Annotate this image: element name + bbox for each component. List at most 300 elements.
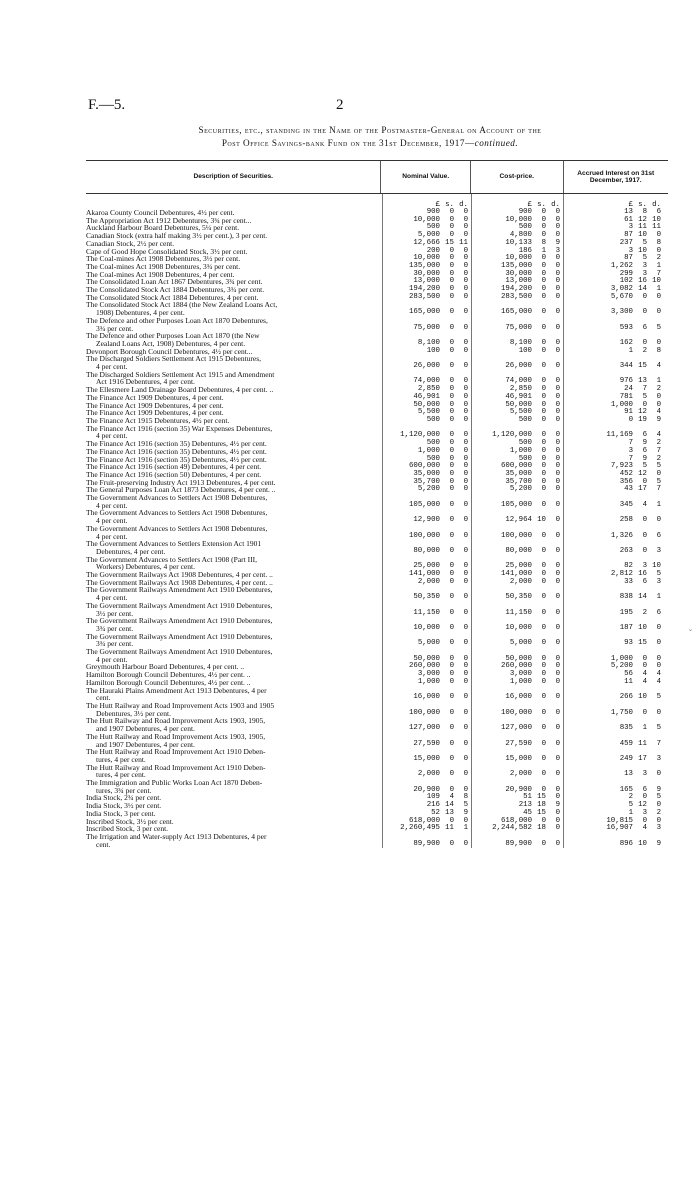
shillings: 0 <box>449 639 454 648</box>
pounds: 5,200 <box>610 662 633 671</box>
shillings: 7 <box>642 385 647 394</box>
security-description <box>86 717 382 732</box>
pounds: 3,082 <box>610 285 633 294</box>
security-name: The Government Railways Amendment Act 1910 Debentures, <box>86 647 273 657</box>
pence: 0 <box>463 323 468 332</box>
cost-price <box>471 633 563 648</box>
security-name: The Government Railways Amendment Act 1910 Debentures, <box>86 631 273 641</box>
security-name-continued: 1908) Debentures, 4 per cent. <box>96 308 185 318</box>
pence: 0 <box>656 516 661 525</box>
shillings: 9 <box>642 454 647 463</box>
security-name-continued: 4 per cent. <box>96 431 128 441</box>
pounds: 838 <box>619 593 633 602</box>
pounds: 7 <box>628 439 633 448</box>
accrued-interest <box>563 386 668 394</box>
shillings: 0 <box>642 662 647 671</box>
shillings: 0 <box>449 462 454 471</box>
pounds: 74,000 <box>413 377 440 386</box>
accrued-interest <box>563 248 668 256</box>
pence: 0 <box>463 570 468 579</box>
pence: 1 <box>656 593 661 602</box>
nominal-value <box>382 779 471 794</box>
table-row <box>86 317 668 332</box>
security-name: Devonport Borough Council Debentures, 4½ per cent... <box>86 346 253 356</box>
shillings: 0 <box>449 608 454 617</box>
security-name: The Finance Act 1916 (section 35) Debentures, 4½ per cent. <box>86 454 267 464</box>
pounds: 593 <box>619 323 633 332</box>
shillings: 11 <box>445 824 454 833</box>
pence: 8 <box>656 238 661 247</box>
pence: 0 <box>463 446 468 455</box>
pence: 0 <box>463 269 468 278</box>
pounds: 12,900 <box>413 516 440 525</box>
shillings: 0 <box>541 677 546 686</box>
cost-price <box>471 764 563 779</box>
shillings: 0 <box>449 338 454 347</box>
shillings: 0 <box>449 662 454 671</box>
pence: 6 <box>656 531 661 540</box>
security-name-continued: tures, 4 per cent. <box>96 770 146 780</box>
pounds: 299 <box>619 269 633 278</box>
table-row <box>86 764 668 779</box>
unit-shillings: s. <box>537 201 546 209</box>
pence: 0 <box>555 323 560 332</box>
shillings: 3 <box>642 770 647 779</box>
accrued-interest <box>563 717 668 732</box>
nominal-value <box>382 733 471 748</box>
cost-price <box>471 355 563 370</box>
pence: 0 <box>555 338 560 347</box>
shillings: 4 <box>642 677 647 686</box>
pounds: 2,000 <box>509 577 532 586</box>
security-name: The Finance Act 1909 Debentures, 4 per cent. <box>86 392 224 402</box>
pence: 0 <box>555 824 560 833</box>
pounds: 5,000 <box>509 639 532 648</box>
pounds: 500 <box>426 415 440 424</box>
cost-price <box>471 579 563 587</box>
shillings: 2 <box>642 346 647 355</box>
pence: 0 <box>555 670 560 679</box>
pence: 1 <box>463 824 468 833</box>
shillings: 0 <box>541 431 546 440</box>
pounds: 74,000 <box>505 377 532 386</box>
security-name: The Defence and other Purposes Loan Act 1870 (the New <box>86 331 260 341</box>
pounds: 15,000 <box>505 754 532 763</box>
cost-price <box>471 687 563 702</box>
security-description <box>86 301 382 316</box>
pounds: 618,000 <box>500 816 532 825</box>
shillings: 11 <box>638 739 647 748</box>
shillings: 0 <box>642 477 647 486</box>
pence: 0 <box>463 292 468 301</box>
shillings: 0 <box>449 708 454 717</box>
pounds: 10,000 <box>505 623 532 632</box>
pence: 0 <box>463 839 468 848</box>
shillings: 0 <box>541 724 546 733</box>
pounds: 500 <box>426 454 440 463</box>
shillings: 4 <box>449 793 454 802</box>
accrued-interest <box>563 571 668 579</box>
accrued-interest <box>563 463 668 471</box>
pounds: 105,000 <box>500 500 532 509</box>
table-row <box>86 833 668 848</box>
pence: 0 <box>463 246 468 255</box>
pounds: 5,000 <box>417 639 440 648</box>
security-name-continued: cent. <box>96 839 111 849</box>
shillings: 12 <box>638 215 647 224</box>
cost-price <box>471 540 563 555</box>
pence: 0 <box>555 223 560 232</box>
security-description <box>86 371 382 386</box>
pence: 0 <box>463 485 468 494</box>
pounds: 10,000 <box>413 623 440 632</box>
pence: 0 <box>555 446 560 455</box>
pence: 0 <box>463 516 468 525</box>
shillings: 0 <box>449 408 454 417</box>
shillings: 0 <box>449 546 454 555</box>
cost-price <box>471 802 563 810</box>
shillings: 0 <box>541 693 546 702</box>
security-name: Greymouth Harbour Board Debentures, 4 per cent. .. <box>86 662 245 672</box>
security-name-continued: 3¾ per cent. <box>96 639 134 649</box>
pounds: 13,000 <box>505 277 532 286</box>
shillings: 0 <box>449 531 454 540</box>
nominal-value <box>382 486 471 494</box>
table-title <box>80 124 660 150</box>
shillings: 0 <box>449 739 454 748</box>
shillings: 0 <box>449 477 454 486</box>
pence: 0 <box>463 546 468 555</box>
pence: 0 <box>463 654 468 663</box>
shillings: 0 <box>541 623 546 632</box>
security-name: The Discharged Soldiers Settlement Act 1915 and Amendment <box>86 369 275 379</box>
pounds: 345 <box>619 500 633 509</box>
pence: 0 <box>555 277 560 286</box>
shillings: 0 <box>449 215 454 224</box>
table-row <box>86 687 668 702</box>
shillings: 0 <box>541 346 546 355</box>
pounds: 5 <box>628 801 633 810</box>
unit-pence: d. <box>459 201 468 209</box>
pence: 0 <box>555 269 560 278</box>
pence: 0 <box>555 623 560 632</box>
column-header-description: Description of Securities. <box>193 173 273 181</box>
pence: 5 <box>656 693 661 702</box>
pounds: 500 <box>426 439 440 448</box>
pounds: 10,815 <box>606 816 633 825</box>
accrued-interest <box>563 479 668 487</box>
pounds: 2 <box>628 793 633 802</box>
pence: 0 <box>555 261 560 270</box>
security-name: Akaroa County Council Debentures, 4½ per cent. <box>86 208 235 217</box>
pounds: 600,000 <box>408 462 440 471</box>
shillings: 8 <box>642 208 647 216</box>
table-row <box>86 779 668 794</box>
unit-shillings: s. <box>445 201 454 209</box>
cost-price <box>471 301 563 316</box>
pounds: 11,150 <box>505 608 532 617</box>
pounds: 80,000 <box>505 546 532 555</box>
shillings: 0 <box>449 516 454 525</box>
pounds: 162 <box>619 338 633 347</box>
pence: 0 <box>555 570 560 579</box>
shillings: 0 <box>541 608 546 617</box>
nominal-value <box>382 687 471 702</box>
shillings: 0 <box>449 415 454 424</box>
pounds: 87 <box>624 254 633 263</box>
pence: 0 <box>463 608 468 617</box>
pounds: 15,000 <box>413 754 440 763</box>
pence: 0 <box>555 662 560 671</box>
pounds: 8,100 <box>509 338 532 347</box>
shillings: 3 <box>642 808 647 817</box>
shillings: 0 <box>541 739 546 748</box>
security-name: The Hauraki Plains Amendment Act 1913 Debentures, 4 per <box>86 685 267 695</box>
pence: 10 <box>652 277 661 286</box>
pence: 0 <box>555 477 560 486</box>
pence: 0 <box>463 261 468 270</box>
pounds: 20,900 <box>413 785 440 794</box>
shillings: 0 <box>541 261 546 270</box>
pounds: 109 <box>426 793 440 802</box>
pence: 0 <box>656 662 661 671</box>
shillings: 0 <box>449 231 454 240</box>
column-header-nominal: Nominal Value. <box>380 161 470 193</box>
pounds: 56 <box>624 670 633 679</box>
pounds: 75,000 <box>413 323 440 332</box>
pence: 0 <box>463 562 468 571</box>
accrued-interest <box>563 494 668 509</box>
pence: 0 <box>555 231 560 240</box>
pounds: 3 <box>628 246 633 255</box>
security-name: Hamilton Borough Council Debentures, 4½ per cent. .. <box>86 670 251 680</box>
table-row <box>86 648 668 663</box>
table-row <box>86 556 668 571</box>
cost-price <box>471 486 563 494</box>
security-name-continued: 4 per cent. <box>96 654 128 664</box>
shillings: 16 <box>638 570 647 579</box>
pence: 0 <box>555 454 560 463</box>
nominal-value <box>382 355 471 370</box>
shillings: 0 <box>541 639 546 648</box>
accrued-interest <box>563 509 668 524</box>
nominal-value <box>382 301 471 316</box>
pounds: 7 <box>628 454 633 463</box>
shillings: 0 <box>541 415 546 424</box>
pounds: 10,000 <box>505 254 532 263</box>
pounds: 249 <box>619 754 633 763</box>
security-name: The Coal-mines Act 1908 Debentures, 3¾ per cent. <box>86 261 241 271</box>
pounds: 89,900 <box>505 839 532 848</box>
pounds: 186 <box>518 246 532 255</box>
pence: 0 <box>555 693 560 702</box>
pounds: 127,000 <box>500 724 532 733</box>
pounds: 35,000 <box>505 469 532 478</box>
shillings: 1 <box>642 724 647 733</box>
pence: 0 <box>463 231 468 240</box>
accrued-interest <box>563 633 668 648</box>
shillings: 0 <box>449 816 454 825</box>
pence: 8 <box>656 346 661 355</box>
table-row <box>86 371 668 386</box>
pounds: 30,000 <box>413 269 440 278</box>
pounds: 50,000 <box>413 400 440 409</box>
pence: 0 <box>463 785 468 794</box>
security-name-continued: Debentures, 3½ per cent. <box>96 708 171 718</box>
shillings: 0 <box>642 400 647 409</box>
pounds: 283,500 <box>408 292 440 301</box>
pence: 0 <box>555 754 560 763</box>
shillings: 0 <box>541 500 546 509</box>
shillings: 10 <box>638 693 647 702</box>
pounds: 11,150 <box>413 608 440 617</box>
accrued-interest <box>563 402 668 410</box>
cost-price <box>471 509 563 524</box>
shillings: 12 <box>638 408 647 417</box>
pounds: 600,000 <box>500 462 532 471</box>
pounds: 13,000 <box>413 277 440 286</box>
pounds: 11 <box>624 677 633 686</box>
pounds: 258 <box>619 516 633 525</box>
pence: 9 <box>656 839 661 848</box>
shillings: 0 <box>541 385 546 394</box>
pence: 0 <box>555 362 560 371</box>
pence: 2 <box>656 254 661 263</box>
pounds: 896 <box>619 839 633 848</box>
pence: 0 <box>555 408 560 417</box>
pounds: 237 <box>619 238 633 247</box>
shillings: 0 <box>449 654 454 663</box>
pounds: 105,000 <box>408 500 440 509</box>
pounds: 194,200 <box>408 285 440 294</box>
pounds: 33 <box>624 577 633 586</box>
pounds: 35,000 <box>413 469 440 478</box>
pounds: 141,000 <box>500 570 532 579</box>
pounds: 165,000 <box>500 308 532 317</box>
accrued-interest <box>563 332 668 347</box>
units-row <box>86 194 668 209</box>
pounds: 100,000 <box>408 708 440 717</box>
pence: 3 <box>656 824 661 833</box>
shillings: 0 <box>449 208 454 216</box>
shillings: 4 <box>642 500 647 509</box>
shillings: 0 <box>541 269 546 278</box>
pounds: 2,850 <box>509 385 532 394</box>
accrued-interest <box>563 802 668 810</box>
cost-price <box>471 702 563 717</box>
pounds: 16,907 <box>606 824 633 833</box>
pence: 0 <box>463 739 468 748</box>
pence: 0 <box>463 362 468 371</box>
pounds: 100 <box>426 346 440 355</box>
pounds: 618,000 <box>408 816 440 825</box>
pence: 0 <box>555 346 560 355</box>
shillings: 0 <box>449 785 454 794</box>
pence: 0 <box>463 431 468 440</box>
pence: 0 <box>656 400 661 409</box>
pounds: 1 <box>628 808 633 817</box>
shillings: 14 <box>445 801 454 810</box>
shillings: 0 <box>541 477 546 486</box>
shillings: 15 <box>445 238 454 247</box>
cost-price <box>471 332 563 347</box>
pounds: 87 <box>624 231 633 240</box>
pounds: 781 <box>619 392 633 401</box>
pounds: 27,590 <box>505 739 532 748</box>
security-name: The Irrigation and Water-supply Act 1913 Debentures, 4 per <box>86 831 267 841</box>
pounds: 1,326 <box>610 531 633 540</box>
nominal-value <box>382 717 471 732</box>
shillings: 10 <box>638 839 647 848</box>
shillings: 12 <box>638 801 647 810</box>
security-name: The Ellesmere Land Drainage Board Debentures, 4 per cent. .. <box>86 385 274 395</box>
pence: 3 <box>656 546 661 555</box>
accrued-interest <box>563 317 668 332</box>
title-continued: continued. <box>474 138 519 148</box>
security-name: The Consolidated Loan Act 1867 Debentures, 3¾ per cent. <box>86 277 263 287</box>
pounds: 26,000 <box>413 362 440 371</box>
pence: 5 <box>656 462 661 471</box>
shillings: 3 <box>642 261 647 270</box>
pence: 0 <box>463 208 468 216</box>
shillings: 0 <box>449 670 454 679</box>
pence: 0 <box>463 400 468 409</box>
pence: 0 <box>555 400 560 409</box>
pounds: 216 <box>426 801 440 810</box>
pounds: 52 <box>431 808 440 817</box>
accrued-interest <box>563 224 668 232</box>
pence: 2 <box>656 385 661 394</box>
shillings: 0 <box>541 462 546 471</box>
pounds: 12,666 <box>413 238 440 247</box>
security-description <box>86 633 382 648</box>
shillings: 0 <box>449 292 454 301</box>
shillings: 0 <box>449 362 454 371</box>
pounds: 50,350 <box>413 593 440 602</box>
accrued-interest <box>563 602 668 617</box>
pounds: 5,670 <box>610 292 633 301</box>
pence: 7 <box>656 485 661 494</box>
security-name: The Immigration and Public Works Loan Act 1870 Deben- <box>86 778 263 788</box>
shillings: 0 <box>449 577 454 586</box>
pence: 5 <box>463 801 468 810</box>
pounds: 1,000 <box>417 446 440 455</box>
pence: 10 <box>652 562 661 571</box>
shillings: 0 <box>642 292 647 301</box>
pounds: 2,812 <box>610 570 633 579</box>
security-description <box>86 687 382 702</box>
pence: 0 <box>463 285 468 294</box>
cost-price <box>471 733 563 748</box>
shillings: 0 <box>541 439 546 448</box>
pounds: 1,000 <box>417 677 440 686</box>
shillings: 0 <box>541 208 546 216</box>
security-name: India Stock, 3 per cent. <box>86 808 156 818</box>
security-name-continued: 4 per cent. <box>96 500 128 510</box>
shillings: 0 <box>449 593 454 602</box>
cost-price <box>471 348 563 356</box>
cost-price <box>471 371 563 386</box>
table-row <box>86 425 668 440</box>
pounds: 1,000 <box>610 400 633 409</box>
pence: 0 <box>463 577 468 586</box>
security-description <box>86 556 382 571</box>
pounds: 3,000 <box>509 670 532 679</box>
document-reference: F.—5. <box>88 97 126 113</box>
accrued-interest <box>563 779 668 794</box>
shillings: 0 <box>642 816 647 825</box>
shillings: 0 <box>541 670 546 679</box>
